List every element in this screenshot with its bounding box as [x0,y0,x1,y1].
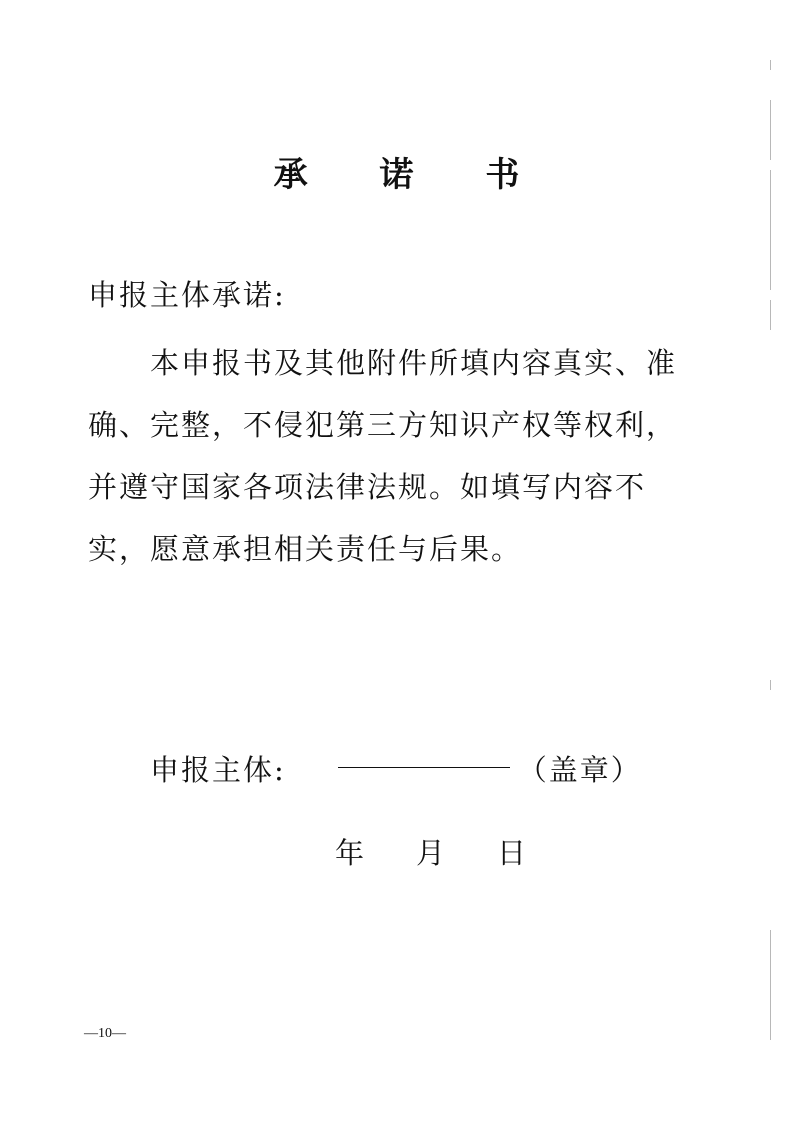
date-year-label: 年 [335,836,365,870]
signature-blank-line [338,766,510,768]
document-title: 承 诺 书 [273,155,550,195]
signature-row [150,745,642,795]
page-number: —10— [84,1026,126,1041]
date-row [335,828,526,878]
date-month-label: 月 [416,836,446,870]
scan-edge-marks [770,60,774,1040]
stamp-note: （盖章） [517,753,642,787]
date-day-label: 日 [497,836,527,870]
signature-label: 申报主体: [150,753,286,787]
intro-line: 申报主体承诺: [88,278,286,312]
commitment-paragraph: 本申报书及其他附件所填内容真实、准确、完整，不侵犯第三方知识产权等权利，并遵守国家各项法律法规。如填写内容不实，愿意承担相关责任与后果。 [88,346,678,566]
